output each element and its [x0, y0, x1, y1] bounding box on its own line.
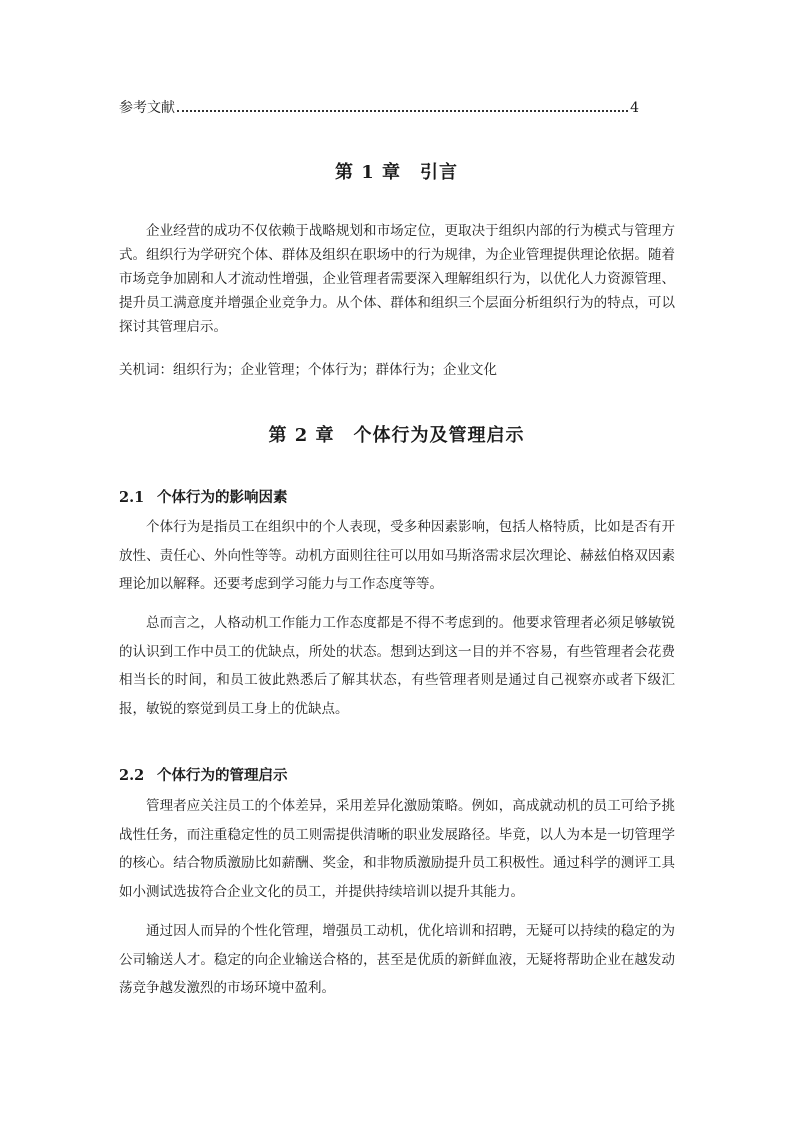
- section-2-1-paragraph-2: 总而言之，人格动机工作能力工作态度都是不得不考虑到的。他要求管理者必须足够敏锐的认识到工作中员工的优缺点，所处的状态。想到达到这一目的并不容易，有些管理者会花费相当长的时间，和员工彼此熟悉后了解其状态，有些管理者则是通过自己视察亦或者下级汇报，敏锐的察觉到员工身上的优缺点。: [119, 615, 675, 717]
- section-2-2-heading: [119, 764, 288, 785]
- toc-entry-references: [119, 97, 639, 117]
- section-number: 2.2: [119, 767, 145, 784]
- toc-label: 参考文献: [119, 100, 175, 116]
- section-title: 个体行为的管理启示: [157, 767, 288, 784]
- section-2-2-paragraph-1: 管理者应关注员工的个体差异，采用差异化激励策略。例如，高成就动机的员工可给予挑战性任务，而注重稳定性的员工则需提供清晰的职业发展路径。毕竟，以人为本是一切管理学的核心。结合物质激励比如薪酬、奖金，和非物质激励提升员工积极性。通过科学的测评工具如小测试选拔符合企业文化的员工，并提供持续培训以提升其能力。: [119, 798, 675, 900]
- abstract-paragraph: 企业经营的成功不仅依赖于战略规划和市场定位，更取决于组织内部的行为模式与管理方式。组织行为学研究个体、群体及组织在职场中的行为规律，为企业管理提供理论依据。随着市场竞争加剧和人才流动性增强，企业管理者需要深入理解组织行为，以优化人力资源管理、提升员工满意度并增强企业竞争力。从个体、群体和组织三个层面分析组织行为的特点，可以探讨其管理启示。: [119, 223, 675, 335]
- section-title: 个体行为的影响因素: [157, 489, 288, 506]
- section-2-1-paragraph-1: 个体行为是指员工在组织中的个人表现，受多种因素影响，包括人格特质，比如是否有开放性、责任心、外向性等等。动机方面则往往可以用如马斯洛需求层次理论、赫兹伯格双因素理论加以解释。还要考虑到学习能力与工作态度等等。: [119, 519, 675, 592]
- keywords-line: 关机词：组织行为；企业管理；个体行为；群体行为；企业文化: [119, 362, 497, 378]
- section-number: 2.1: [119, 489, 145, 506]
- toc-page-number: 4: [630, 100, 639, 116]
- section-2-1-heading: [119, 486, 288, 507]
- toc-leader-dots: [177, 110, 628, 112]
- chapter-2-title: 第 2 章 个体行为及管理启示: [268, 425, 525, 446]
- chapter-1-title: 第 1 章 引言: [334, 162, 459, 183]
- section-2-2-paragraph-2: 通过因人而异的个性化管理，增强员工动机，优化培训和招聘，无疑可以持续的稳定的为公司输送人才。稳定的向企业输送合格的，甚至是优质的新鲜血液，无疑将帮助企业在越发动荡竞争越发激烈的市场环境中盈利。: [119, 923, 675, 996]
